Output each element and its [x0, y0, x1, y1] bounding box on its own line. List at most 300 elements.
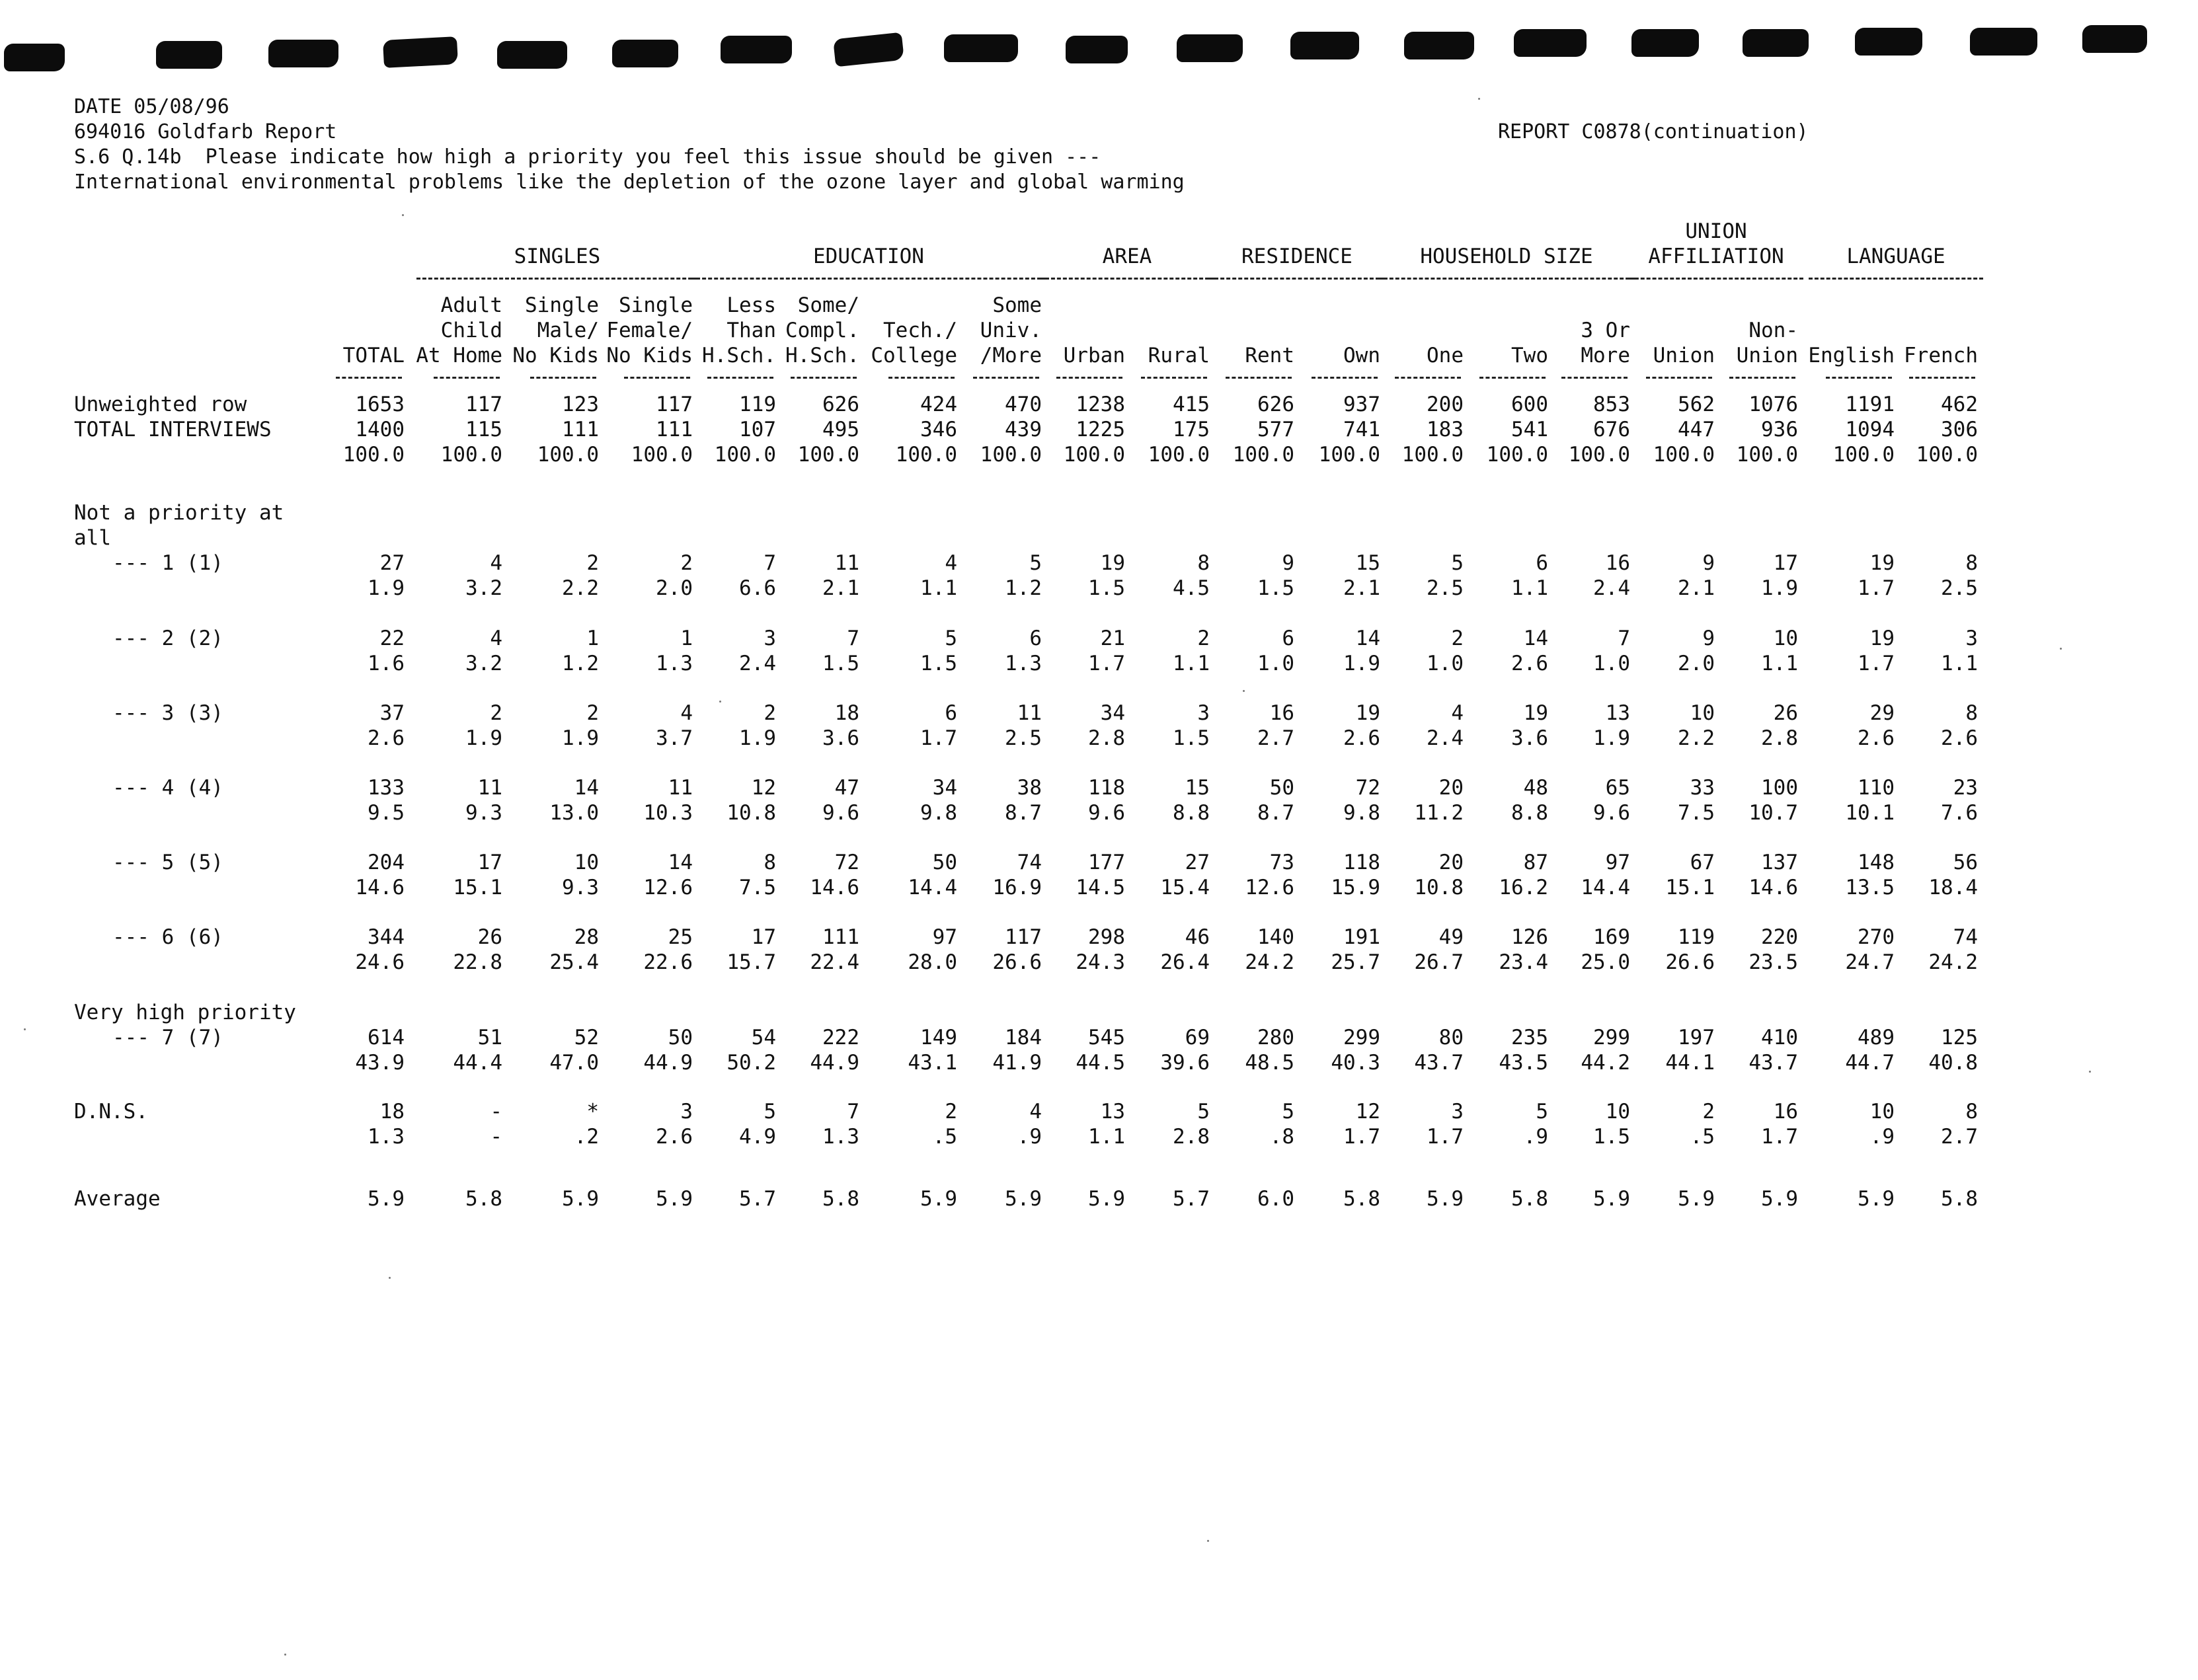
- answer-count: 25: [668, 925, 693, 949]
- answer-count: 65: [1605, 776, 1630, 800]
- answer-count: 20: [1438, 776, 1464, 800]
- base-value: 100.0: [797, 443, 859, 467]
- base-value: 111: [656, 418, 693, 441]
- answer-count: 2: [764, 701, 776, 725]
- column-label-line1: Adult: [440, 293, 502, 317]
- answer-count: 8: [764, 851, 776, 874]
- answer-count: 38: [1017, 776, 1042, 800]
- column-underline: [1226, 377, 1292, 379]
- answer-count: 614: [368, 1026, 405, 1050]
- answer-group-title: Not a priority at: [74, 501, 284, 525]
- answer-percent: 14.6: [1748, 876, 1798, 899]
- answer-count: 17: [1773, 551, 1798, 575]
- answer-percent: 1.5: [1593, 1125, 1630, 1149]
- base-value: 100.0: [440, 443, 502, 467]
- answer-count: 9: [1282, 551, 1294, 575]
- base-value: 100.0: [1832, 443, 1895, 467]
- answer-percent: 24.2: [1928, 950, 1978, 974]
- answer-count: 37: [379, 701, 405, 725]
- answer-count: 12: [751, 776, 776, 800]
- answer-percent: 1.7: [1343, 1125, 1380, 1149]
- base-value: 462: [1941, 393, 1978, 416]
- average-label: Average: [74, 1187, 161, 1211]
- answer-percent: 15.9: [1331, 876, 1380, 899]
- answer-percent: 24.6: [355, 950, 405, 974]
- answer-count: 118: [1088, 776, 1125, 800]
- answer-percent: 16.9: [992, 876, 1042, 899]
- answer-percent: 8.8: [1173, 801, 1210, 825]
- answer-count: 20: [1438, 851, 1464, 874]
- answer-count: 27: [1185, 851, 1210, 874]
- answer-count: 16: [1773, 1100, 1798, 1124]
- column-underline: [1826, 377, 1892, 379]
- answer-count: 80: [1438, 1026, 1464, 1050]
- answer-percent: 15.4: [1160, 876, 1210, 899]
- answer-percent: 1.3: [1005, 652, 1042, 675]
- answer-count: 14: [1523, 627, 1548, 650]
- answer-percent: 1.9: [465, 726, 502, 750]
- answer-count: 2: [490, 701, 502, 725]
- answer-percent: 28.0: [908, 950, 957, 974]
- answer-count: 54: [751, 1026, 776, 1050]
- answer-count: 3: [1197, 701, 1210, 725]
- answer-count: 149: [920, 1026, 957, 1050]
- answer-percent: 44.9: [643, 1051, 693, 1075]
- average-value: 5.9: [1678, 1187, 1715, 1211]
- answer-percent: 44.5: [1076, 1051, 1125, 1075]
- answer-percent: 44.9: [810, 1051, 859, 1075]
- answer-count: 74: [1953, 925, 1978, 949]
- answer-count: 97: [932, 925, 957, 949]
- answer-count: 34: [1100, 701, 1125, 725]
- answer-count: 125: [1941, 1026, 1978, 1050]
- column-underline: [973, 377, 1039, 379]
- answer-count: 10: [1690, 701, 1715, 725]
- column-label-line3: One: [1427, 344, 1464, 367]
- answer-percent: 44.4: [453, 1051, 502, 1075]
- answer-percent: 1.9: [368, 576, 405, 600]
- group-underline: [1208, 278, 1386, 280]
- answer-percent: 2.6: [1941, 726, 1978, 750]
- answer-count: 23: [1953, 776, 1978, 800]
- answer-percent: 1.9: [1761, 576, 1798, 600]
- answer-percent: 43.1: [908, 1051, 957, 1075]
- base-value: 123: [562, 393, 599, 416]
- answer-count: 6: [945, 701, 957, 725]
- answer-percent: 24.3: [1076, 950, 1125, 974]
- average-value: 5.9: [1858, 1187, 1895, 1211]
- average-value: 5.9: [1005, 1187, 1042, 1211]
- answer-percent: .9: [1869, 1125, 1895, 1149]
- answer-count: 14: [574, 776, 599, 800]
- answer-count: 4: [680, 701, 693, 725]
- answer-count: 13: [1605, 701, 1630, 725]
- answer-percent: 1.0: [1593, 652, 1630, 675]
- answer-percent: 47.0: [549, 1051, 599, 1075]
- column-label-line1: Some: [992, 293, 1042, 317]
- answer-percent: 2.2: [1678, 726, 1715, 750]
- answer-percent: 43.7: [1414, 1051, 1464, 1075]
- average-value: 5.9: [368, 1187, 405, 1211]
- column-label-line1: Single: [619, 293, 693, 317]
- answer-count: 9: [1702, 627, 1715, 650]
- answer-percent: 22.6: [643, 950, 693, 974]
- column-label-line1: Some/: [797, 293, 859, 317]
- base-value: 1094: [1845, 418, 1895, 441]
- answer-count: 48: [1523, 776, 1548, 800]
- answer-percent: 1.2: [562, 652, 599, 675]
- column-label-line3: At Home: [416, 344, 502, 367]
- answer-percent: 12.6: [643, 876, 693, 899]
- answer-percent: 1.7: [1427, 1125, 1464, 1149]
- answer-label: --- 6 (6): [112, 925, 223, 949]
- column-label-line2: Non-: [1748, 319, 1798, 342]
- average-value: 5.9: [656, 1187, 693, 1211]
- answer-percent: 7.6: [1941, 801, 1978, 825]
- answer-count: 47: [834, 776, 859, 800]
- column-label-line3: Rural: [1148, 344, 1210, 367]
- base-value: 1653: [355, 393, 405, 416]
- answer-count: 7: [847, 627, 859, 650]
- answer-percent: 14.6: [355, 876, 405, 899]
- answer-percent: 40.3: [1331, 1051, 1380, 1075]
- column-label-line2: Female/: [606, 319, 693, 342]
- base-value: 626: [822, 393, 859, 416]
- average-value: 5.8: [1343, 1187, 1380, 1211]
- column-label-line2: Child: [440, 319, 502, 342]
- answer-percent: 13.0: [549, 801, 599, 825]
- group-header-line2: AFFILIATION: [1648, 245, 1784, 268]
- answer-count: 28: [574, 925, 599, 949]
- base-value: 175: [1173, 418, 1210, 441]
- answer-count: 2: [945, 1100, 957, 1124]
- answer-percent: 2.6: [656, 1125, 693, 1149]
- base-value: 439: [1005, 418, 1042, 441]
- answer-percent: 10.8: [726, 801, 776, 825]
- answer-percent: 25.7: [1331, 950, 1380, 974]
- base-value: 676: [1593, 418, 1630, 441]
- answer-percent: 13.5: [1845, 876, 1895, 899]
- average-value: 5.9: [1427, 1187, 1464, 1211]
- answer-count: 74: [1017, 851, 1042, 874]
- answer-count: 26: [477, 925, 502, 949]
- base-value: 741: [1343, 418, 1380, 441]
- answer-percent: .5: [1690, 1125, 1715, 1149]
- answer-percent: 1.5: [1173, 726, 1210, 750]
- answer-label: --- 5 (5): [112, 851, 223, 874]
- answer-percent: 18.4: [1928, 876, 1978, 899]
- answer-percent: 50.2: [726, 1051, 776, 1075]
- column-underline: [707, 377, 773, 379]
- answer-percent: 3.6: [1511, 726, 1548, 750]
- column-label-line3: Two: [1511, 344, 1548, 367]
- answer-count: 197: [1678, 1026, 1715, 1050]
- column-label-line3: /More: [980, 344, 1042, 367]
- answer-count: 10: [1773, 627, 1798, 650]
- answer-percent: 26.6: [992, 950, 1042, 974]
- answer-count: 410: [1761, 1026, 1798, 1050]
- column-label-line2: Univ.: [980, 319, 1042, 342]
- group-header: RESIDENCE: [1241, 245, 1353, 268]
- answer-count: 5: [1029, 551, 1042, 575]
- answer-percent: 1.1: [1173, 652, 1210, 675]
- answer-count: *: [586, 1100, 599, 1124]
- answer-count: 18: [834, 701, 859, 725]
- answer-percent: 2.1: [1343, 576, 1380, 600]
- answer-count: 10: [574, 851, 599, 874]
- column-label-line3: Own: [1343, 344, 1380, 367]
- answer-count: 17: [477, 851, 502, 874]
- answer-percent: 1.6: [368, 652, 405, 675]
- answer-count: 5: [1197, 1100, 1210, 1124]
- answer-count: 14: [1355, 627, 1380, 650]
- answer-percent: 1.9: [739, 726, 776, 750]
- group-underline: [1629, 278, 1803, 280]
- answer-percent: 1.1: [1761, 652, 1798, 675]
- answer-count: 7: [764, 551, 776, 575]
- answer-percent: 24.7: [1845, 950, 1895, 974]
- answer-count: 69: [1185, 1026, 1210, 1050]
- answer-percent: 2.1: [822, 576, 859, 600]
- answer-percent: 1.1: [1511, 576, 1548, 600]
- answer-count: 26: [1773, 701, 1798, 725]
- answer-count: 299: [1593, 1026, 1630, 1050]
- answer-count: 204: [368, 851, 405, 874]
- answer-percent: 23.4: [1499, 950, 1548, 974]
- answer-count: 19: [1869, 627, 1895, 650]
- column-underline: [1056, 377, 1122, 379]
- column-underline: [791, 377, 857, 379]
- answer-count: 50: [668, 1026, 693, 1050]
- base-value: 562: [1678, 393, 1715, 416]
- answer-count: 5: [764, 1100, 776, 1124]
- column-label-line3: H.Sch.: [702, 344, 776, 367]
- group-underline: [1039, 278, 1215, 280]
- answer-percent: 7.5: [739, 876, 776, 899]
- answer-percent: 10.3: [643, 801, 693, 825]
- answer-count: 11: [477, 776, 502, 800]
- report-name: 694016 Goldfarb Report: [74, 120, 337, 143]
- answer-percent: 11.2: [1414, 801, 1464, 825]
- answer-count: 7: [1618, 627, 1630, 650]
- answer-count: 2: [1197, 627, 1210, 650]
- answer-percent: 22.8: [453, 950, 502, 974]
- answer-percent: 1.5: [920, 652, 957, 675]
- answer-percent: 1.3: [822, 1125, 859, 1149]
- base-value: 183: [1427, 418, 1464, 441]
- answer-percent: 1.5: [822, 652, 859, 675]
- answer-label: --- 7 (7): [112, 1026, 223, 1050]
- column-label-line2: Than: [726, 319, 776, 342]
- answer-percent: .9: [1523, 1125, 1548, 1149]
- answer-count: 148: [1858, 851, 1895, 874]
- answer-count: 5: [945, 627, 957, 650]
- answer-percent: 2.7: [1941, 1125, 1978, 1149]
- answer-percent: 9.8: [1343, 801, 1380, 825]
- answer-count: 4: [945, 551, 957, 575]
- answer-percent: 12.6: [1245, 876, 1294, 899]
- average-value: 5.8: [1511, 1187, 1548, 1211]
- base-value: 1238: [1076, 393, 1125, 416]
- base-value: 107: [739, 418, 776, 441]
- answer-count: 169: [1593, 925, 1630, 949]
- question-text: S.6 Q.14b Please indicate how high a priority you feel this issue should be given ---: [74, 145, 1101, 169]
- answer-count: 4: [490, 551, 502, 575]
- answer-count: 16: [1269, 701, 1294, 725]
- column-underline: [530, 377, 596, 379]
- answer-label: --- 3 (3): [112, 701, 223, 725]
- base-value: 1076: [1748, 393, 1798, 416]
- column-underline: [1395, 377, 1461, 379]
- answer-count: 14: [668, 851, 693, 874]
- answer-percent: 4.9: [739, 1125, 776, 1149]
- answer-percent: 1.7: [1858, 652, 1895, 675]
- answer-count: 16: [1605, 551, 1630, 575]
- column-underline: [1646, 377, 1712, 379]
- answer-percent: 1.3: [368, 1125, 405, 1149]
- answer-percent: 2.0: [656, 576, 693, 600]
- base-value: 424: [920, 393, 957, 416]
- answer-percent: 15.1: [1665, 876, 1715, 899]
- answer-percent: 9.3: [465, 801, 502, 825]
- base-value: 117: [656, 393, 693, 416]
- answer-count: 73: [1269, 851, 1294, 874]
- top-redaction-marks: [0, 29, 2198, 75]
- average-value: 5.9: [920, 1187, 957, 1211]
- average-value: 5.7: [739, 1187, 776, 1211]
- answer-count: 140: [1257, 925, 1294, 949]
- answer-count: 2: [1451, 627, 1464, 650]
- column-underline: [1909, 377, 1975, 379]
- average-value: 5.9: [1761, 1187, 1798, 1211]
- answer-percent: 2.4: [1427, 726, 1464, 750]
- answer-count: 3: [1451, 1100, 1464, 1124]
- answer-count: 46: [1185, 925, 1210, 949]
- answer-count: 126: [1511, 925, 1548, 949]
- answer-percent: 10.1: [1845, 801, 1895, 825]
- answer-percent: 9.6: [1593, 801, 1630, 825]
- answer-percent: 1.1: [920, 576, 957, 600]
- base-value: 111: [562, 418, 599, 441]
- answer-count: 489: [1858, 1026, 1895, 1050]
- answer-percent: 1.1: [1088, 1125, 1125, 1149]
- base-value: 100.0: [537, 443, 599, 467]
- answer-count: 27: [379, 551, 405, 575]
- base-value: 541: [1511, 418, 1548, 441]
- answer-count: 15: [1355, 551, 1380, 575]
- answer-percent: 2.7: [1257, 726, 1294, 750]
- answer-count: 72: [1355, 776, 1380, 800]
- answer-percent: 1.1: [1941, 652, 1978, 675]
- answer-count: 19: [1523, 701, 1548, 725]
- answer-percent: 8.8: [1511, 801, 1548, 825]
- base-value: 100.0: [1063, 443, 1125, 467]
- issue-text: International environmental problems like the depletion of the ozone layer and global warming: [74, 171, 1185, 194]
- answer-percent: 2.2: [562, 576, 599, 600]
- answer-label: D.N.S.: [74, 1100, 148, 1124]
- answer-count: 87: [1523, 851, 1548, 874]
- group-underline: [1378, 278, 1635, 280]
- answer-count: 133: [368, 776, 405, 800]
- answer-count: 270: [1858, 925, 1895, 949]
- answer-percent: .5: [932, 1125, 957, 1149]
- answer-percent: 43.7: [1748, 1051, 1798, 1075]
- base-value: 470: [1005, 393, 1042, 416]
- answer-count: 4: [1451, 701, 1464, 725]
- answer-count: 2: [1702, 1100, 1715, 1124]
- answer-count: 110: [1858, 776, 1895, 800]
- answer-percent: 2.8: [1761, 726, 1798, 750]
- column-underline: [888, 377, 955, 379]
- base-value: 1191: [1845, 393, 1895, 416]
- answer-percent: 2.6: [368, 726, 405, 750]
- answer-percent: 22.4: [810, 950, 859, 974]
- answer-percent: 44.2: [1581, 1051, 1630, 1075]
- answer-count: 21: [1100, 627, 1125, 650]
- answer-percent: 10.8: [1414, 876, 1464, 899]
- answer-percent: 44.1: [1665, 1051, 1715, 1075]
- answer-count: 299: [1343, 1026, 1380, 1050]
- answer-count: 50: [932, 851, 957, 874]
- group-header: EDUCATION: [813, 245, 924, 268]
- answer-count: 5: [1451, 551, 1464, 575]
- answer-percent: 9.6: [1088, 801, 1125, 825]
- column-label-line3: English: [1808, 344, 1895, 367]
- answer-percent: 2.5: [1941, 576, 1978, 600]
- answer-percent: 1.9: [1343, 652, 1380, 675]
- column-label-line3: Urban: [1063, 344, 1125, 367]
- answer-percent: 26.4: [1160, 950, 1210, 974]
- answer-label: --- 4 (4): [112, 776, 223, 800]
- answer-count: 19: [1869, 551, 1895, 575]
- answer-percent: 1.9: [562, 726, 599, 750]
- answer-count: 7: [847, 1100, 859, 1124]
- column-label-line3: No Kids: [606, 344, 693, 367]
- answer-count: 19: [1355, 701, 1380, 725]
- column-label-line3: Rent: [1245, 344, 1294, 367]
- answer-percent: 1.0: [1427, 652, 1464, 675]
- base-value: 100.0: [980, 443, 1042, 467]
- answer-count: 19: [1100, 551, 1125, 575]
- answer-count: 222: [822, 1026, 859, 1050]
- answer-count: 8: [1965, 1100, 1978, 1124]
- base-value: 346: [920, 418, 957, 441]
- base-value: 937: [1343, 393, 1380, 416]
- answer-percent: 10.7: [1748, 801, 1798, 825]
- answer-count: 1: [586, 627, 599, 650]
- answer-percent: 26.7: [1414, 950, 1464, 974]
- answer-count: 119: [1678, 925, 1715, 949]
- base-value: 100.0: [1148, 443, 1210, 467]
- answer-count: 10: [1869, 1100, 1895, 1124]
- answer-count: 2: [680, 551, 693, 575]
- answer-percent: 1.5: [1088, 576, 1125, 600]
- column-label-line1: Single: [525, 293, 599, 317]
- answer-percent: 2.8: [1173, 1125, 1210, 1149]
- base-value: 1400: [355, 418, 405, 441]
- answer-count: 191: [1343, 925, 1380, 949]
- column-label-line3: Union: [1653, 344, 1715, 367]
- answer-percent: 25.0: [1581, 950, 1630, 974]
- answer-percent: .2: [574, 1125, 599, 1149]
- group-header: HOUSEHOLD SIZE: [1420, 245, 1593, 268]
- answer-percent: 6.6: [739, 576, 776, 600]
- answer-count: 3: [764, 627, 776, 650]
- answer-percent: 39.6: [1160, 1051, 1210, 1075]
- answer-percent: 14.6: [810, 876, 859, 899]
- answer-percent: 15.7: [726, 950, 776, 974]
- answer-count: 4: [490, 627, 502, 650]
